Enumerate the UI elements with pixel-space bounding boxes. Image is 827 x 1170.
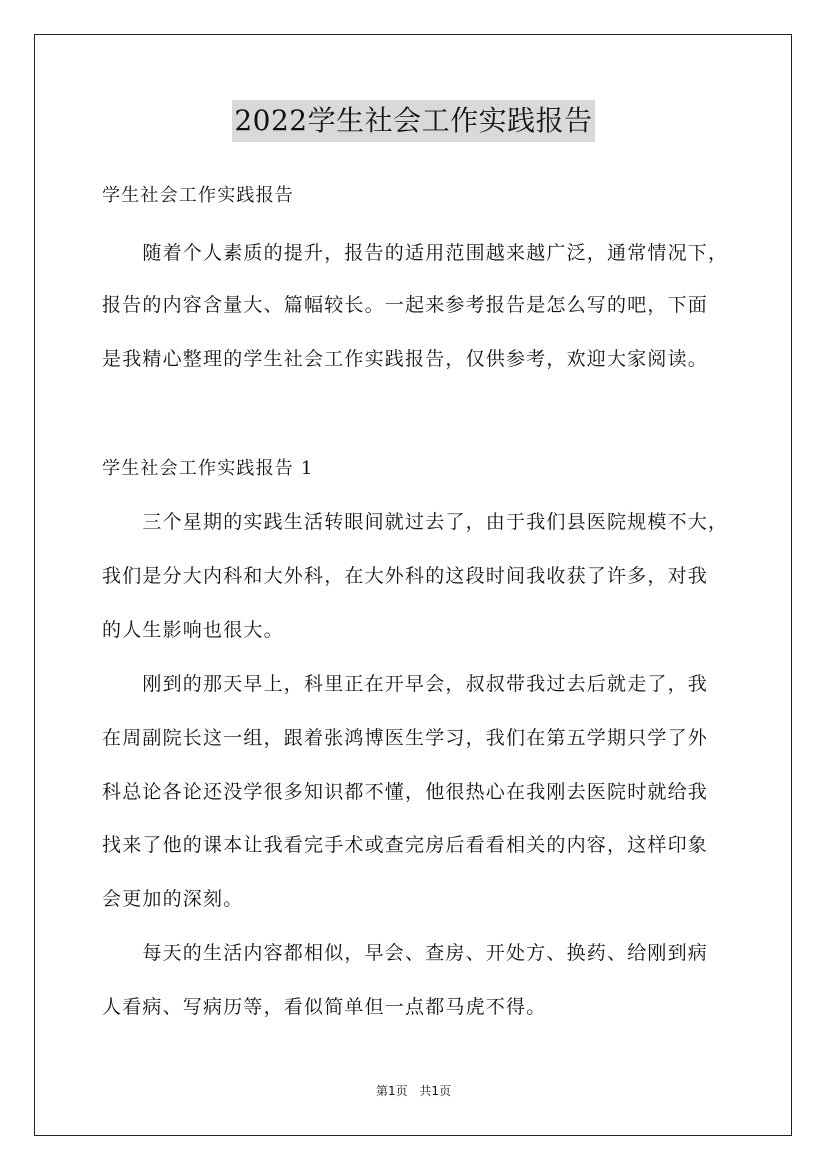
- paragraph2-line-5: 会更加的深刻。: [102, 888, 244, 910]
- section-heading: 学生社会工作实践报告 1: [102, 458, 314, 479]
- paragraph2-line-3: 科总论各论还没学很多知识都不懂，他很热心在我刚去医院时就给我: [102, 781, 709, 803]
- intro-heading: 学生社会工作实践报告: [102, 185, 294, 206]
- paragraph1-line-2: 我们是分大内科和大外科，在大外科的这段时间我收获了许多，对我: [102, 565, 709, 587]
- title-container: [0, 100, 827, 142]
- paragraph2-line-1: 刚到的那天早上，科里正在开早会，叔叔带我过去后就走了，我: [102, 673, 709, 695]
- paragraph2-line-4: 找来了他的课本让我看完手术或查完房后看看相关的内容，这样印象: [102, 834, 709, 856]
- page-number: 第1页: [375, 1084, 408, 1098]
- page-footer: [0, 1082, 827, 1099]
- document-title: 2022学生社会工作实践报告: [232, 100, 594, 142]
- paragraph3-line-1: 每天的生活内容都相似，早会、查房、开处方、换药、给刚到病: [102, 942, 709, 964]
- paragraph2-line-2: 在周副院长这一组，跟着张鸿博医生学习，我们在第五学期只学了外: [102, 727, 709, 749]
- intro-line-3: 是我精心整理的学生社会工作实践报告，仅供参考，欢迎大家阅读。: [102, 348, 709, 370]
- paragraph1-line-1: 三个星期的实践生活转眼间就过去了，由于我们县医院规模不大，: [102, 511, 729, 533]
- intro-line-2: 报告的内容含量大、篇幅较长。一起来参考报告是怎么写的吧，下面: [102, 294, 709, 316]
- page-total: 共1页: [419, 1084, 452, 1098]
- intro-line-1: 随着个人素质的提升，报告的适用范围越来越广泛，通常情况下，: [102, 242, 729, 264]
- paragraph1-line-3: 的人生影响也很大。: [102, 619, 284, 641]
- paragraph3-line-2: 人看病、写病历等，看似简单但一点都马虎不得。: [102, 996, 547, 1018]
